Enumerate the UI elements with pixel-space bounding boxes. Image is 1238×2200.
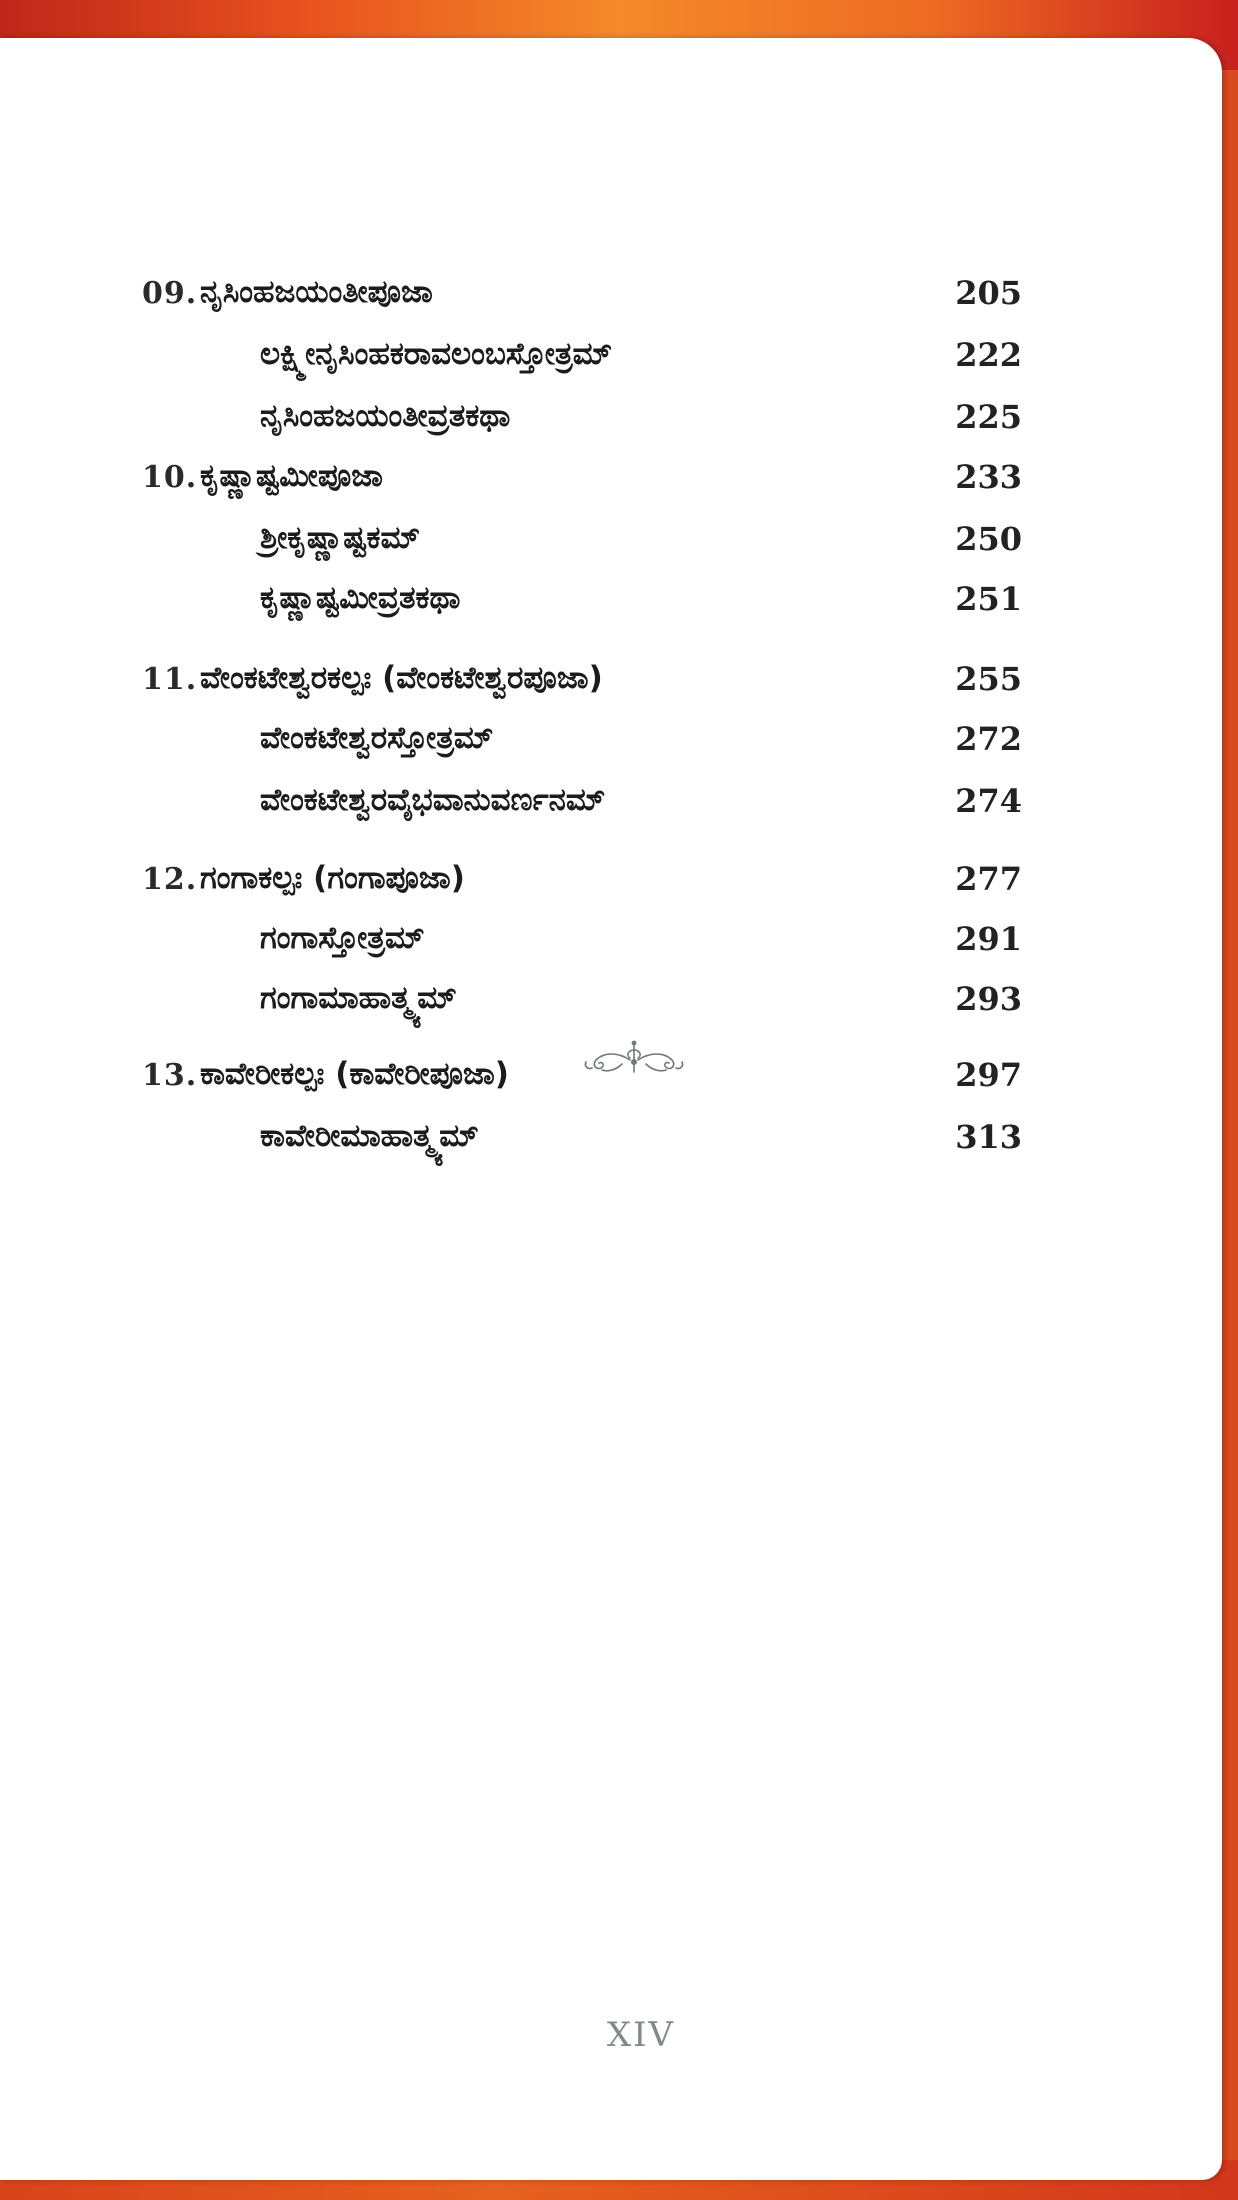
toc-subentry [0, 718, 1222, 764]
chapter-number: 11. [142, 662, 198, 697]
chapter-number: 09. [142, 276, 198, 311]
page-number: 205 [955, 274, 1022, 312]
chapter-number: 10. [142, 460, 198, 495]
toc-entry-chapter-09 [0, 272, 1222, 318]
section-title: ವೇಂಕಟೇಶ್ವರವೈಭವಾನುವರ್ಣನಮ್ [260, 782, 606, 818]
chapter-title: ಗಂಗಾಕಲ್ಪಃ (ಗಂಗಾಪೂಜಾ) [200, 860, 465, 896]
page-number: 274 [955, 782, 1022, 820]
page-number: 222 [955, 336, 1022, 374]
page-number: 233 [955, 458, 1022, 496]
toc-subentry [0, 1116, 1222, 1162]
chapter-title: ವೇಂಕಟೇಶ್ವರಕಲ್ಪಃ (ವೇಂಕಟೇಶ್ವರಪೂಜಾ) [200, 660, 603, 696]
toc-entry-chapter-10 [0, 456, 1222, 502]
toc-entry-chapter-11 [0, 658, 1222, 704]
page-number: 272 [955, 720, 1022, 758]
toc-subentry [0, 578, 1222, 624]
toc-entry-chapter-12 [0, 858, 1222, 904]
page-number: 255 [955, 660, 1022, 698]
chapter-title: ಕಾವೇರೀಕಲ್ಪಃ (ಕಾವೇರೀಪೂಜಾ) [200, 1056, 509, 1092]
section-title: ಗಂಗಾಸ್ತೋತ್ರಮ್ [260, 920, 425, 956]
section-title: ಕೃಷ್ಣಾಷ್ಟಮೀವ್ರತಕಥಾ [260, 580, 461, 616]
toc-subentry [0, 518, 1222, 564]
book-page [0, 38, 1222, 2180]
chapter-title: ಕೃಷ್ಣಾಷ್ಟಮೀಪೂಜಾ [200, 458, 383, 494]
page-folio: XIV [606, 2015, 676, 2055]
section-title: ವೇಂಕಟೇಶ್ವರಸ್ತೋತ್ರಮ್ [260, 720, 494, 756]
toc-subentry [0, 334, 1222, 380]
toc-subentry [0, 396, 1222, 442]
toc-subentry [0, 918, 1222, 964]
section-title: ಕಾವೇರೀಮಾಹಾತ್ಮ್ಯಮ್ [260, 1118, 479, 1154]
chapter-number: 13. [142, 1058, 198, 1093]
page-number: 291 [955, 920, 1022, 958]
section-title: ನೃಸಿಂಹಜಯಂತೀವ್ರತಕಥಾ [260, 398, 511, 434]
section-title: ಲಕ್ಷ್ಮೀನೃಸಿಂಹಕರಾವಲಂಬಸ್ತೋತ್ರಮ್ [260, 336, 613, 372]
page-number: 251 [955, 580, 1022, 618]
scroll-ornament-icon [582, 1038, 686, 1078]
section-title: ಗಂಗಾಮಾಹಾತ್ಮ್ಯಮ್ [260, 980, 457, 1016]
toc-subentry [0, 780, 1222, 826]
page-number: 277 [955, 860, 1022, 898]
page-number: 225 [955, 398, 1022, 436]
section-title: ಶ್ರೀಕೃಷ್ಣಾಷ್ಟಕಮ್ [260, 520, 421, 556]
page-number: 313 [955, 1118, 1022, 1156]
chapter-title: ನೃಸಿಂಹಜಯಂತೀಪೂಜಾ [200, 274, 433, 310]
chapter-number: 12. [142, 862, 198, 897]
page-number: 297 [955, 1056, 1022, 1094]
toc-subentry [0, 978, 1222, 1024]
page-number: 293 [955, 980, 1022, 1018]
page-number: 250 [955, 520, 1022, 558]
